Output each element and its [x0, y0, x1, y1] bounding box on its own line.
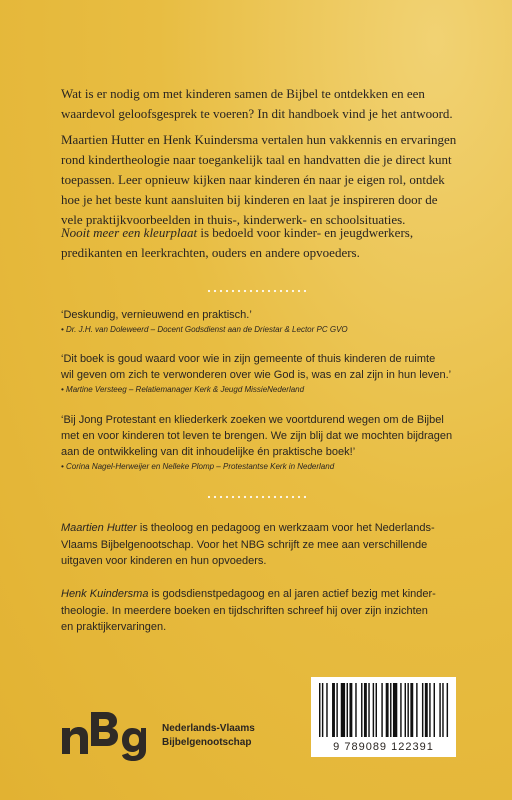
barcode-bar	[425, 683, 428, 737]
bio-line: theologie. In meerdere boeken en tijdschriften schreef hij over zijn inzichten	[61, 604, 428, 617]
bio-line: Vlaams Bijbelgenootschap. Voor het NBG schrijft ze mee aan verschillende	[61, 538, 428, 551]
barcode-bar	[405, 683, 406, 737]
bio-line-rest: is theoloog en pedagoog en werkzaam voor het Nederlands-	[136, 522, 435, 534]
quote-line: ‘Deskundig, vernieuwend en praktisch.’	[61, 309, 252, 321]
barcode-bar	[407, 683, 408, 737]
dotted-divider	[206, 495, 306, 499]
quote-line: aan de ontwikkeling van dit inhoudelijke én praktische boek!’	[61, 446, 356, 458]
description-paragraph	[61, 130, 461, 230]
barcode-bar	[373, 683, 374, 737]
barcode-bar	[319, 683, 320, 737]
barcode-bar	[347, 683, 348, 737]
barcode-bar	[429, 683, 430, 737]
bio-line	[61, 586, 461, 603]
barcode-bar	[434, 683, 435, 737]
quote-attribution: • Martine Versteeg – Relatiemanager Kerk & Jeugd MissieNederland	[61, 385, 305, 394]
bio-line: uitgaven voor kinderen en hun opvoeders.	[61, 555, 267, 567]
publisher-name-line: Bijbelgenootschap	[162, 737, 252, 748]
description-line: vele praktijkvoorbeelden in thuis-, kinderwerk- en schoolsituaties.	[61, 212, 406, 227]
audience-line: predikanten en leerkrachten, ouders en andere opvoeders.	[61, 245, 360, 260]
intro-paragraph	[61, 84, 461, 124]
quote-attribution: • Dr. J.H. van Doleweerd – Docent Godsdienst aan de Driestar & Lector PC GVO	[61, 325, 348, 334]
barcode-bar	[332, 683, 335, 737]
quote-line: met en voor kinderen tot leven te brengen. We zijn blij dat we mochten bijdragen	[61, 430, 453, 442]
description-line: toepassen. Leer opnieuw kijken naar kinderen én naar je eigen rol, ontdek	[61, 172, 445, 187]
author-bio	[61, 586, 461, 636]
endorsement-quote	[61, 351, 461, 397]
quote-line: wil geven om zich te verwonderen over wie God is, was en zal zijn in hun leven.’	[61, 369, 452, 381]
bio-line: en praktijkervaringen.	[61, 621, 167, 633]
audience-line-rest: is bedoeld voor kinder- en jeugdwerkers,	[197, 225, 414, 240]
author-bio	[61, 520, 461, 570]
audience-line	[61, 223, 461, 243]
barcode-bar	[341, 683, 345, 737]
bio-line-rest: is godsdienstpedagoog en al jaren actief bezig met kinder-	[148, 588, 436, 600]
barcode-bar	[364, 683, 367, 737]
quote-line: ‘Bij Jong Protestant en kliederkerk zoeken we voortdurend wegen om de Bijbel	[61, 414, 444, 426]
bio-line	[61, 520, 461, 537]
nbg-logo	[60, 706, 146, 762]
isbn-barcode	[311, 677, 456, 757]
barcode-bar	[376, 683, 377, 737]
barcode-bar	[336, 683, 337, 737]
barcode-bar	[368, 683, 369, 737]
barcode-bar	[355, 683, 356, 737]
quote-line: ‘Dit boek is goud waard voor wie in zijn gemeente of thuis kinderen de ruimte	[61, 353, 436, 365]
barcode-bar	[381, 683, 382, 737]
description-line: hoe je het beste kunt aansluiten bij kinderen en laat je inspireren door de	[61, 192, 438, 207]
barcode-bar	[422, 683, 423, 737]
barcode-bar	[386, 683, 389, 737]
barcode-bar	[393, 683, 397, 737]
endorsement-quote	[61, 412, 461, 474]
barcode-bar	[361, 683, 362, 737]
author-name: Henk Kuindersma	[61, 588, 149, 600]
endorsement-quote	[61, 307, 461, 337]
dotted-divider	[206, 289, 306, 293]
audience-paragraph	[61, 223, 461, 263]
publisher-name-line: Nederlands-Vlaams	[162, 723, 255, 734]
barcode-bar	[400, 683, 401, 737]
barcode-bar	[322, 683, 323, 737]
barcode-bar	[447, 683, 448, 737]
quote-attribution: • Corina Nagel-Herweijer en Nelleke Plomp – Protestantse Kerk in Nederland	[61, 462, 335, 471]
description-line: rond kindertheologie naar toegankelijk taal en handvatten die je direct kunt	[61, 152, 452, 167]
intro-line: Wat is er nodig om met kinderen samen de Bijbel te ontdekken en een	[61, 86, 425, 101]
barcode-bar	[390, 683, 391, 737]
author-name: Maartien Hutter	[61, 522, 137, 534]
description-line: Maartien Hutter en Henk Kuindersma vertalen hun vakkennis en ervaringen	[61, 132, 457, 147]
barcode-bar	[442, 683, 443, 737]
publisher-name	[162, 722, 255, 750]
book-title: Nooit meer een kleurplaat	[61, 225, 198, 240]
barcode-bar	[410, 683, 413, 737]
barcode-bar	[326, 683, 327, 737]
intro-line: waardevol geloofsgesprek te voeren? In dit handboek vind je het antwoord.	[61, 106, 453, 121]
isbn-number: 9 789089 122391	[333, 741, 434, 753]
barcode-bars	[311, 677, 456, 741]
barcode-bar	[349, 683, 352, 737]
barcode-bar	[416, 683, 417, 737]
barcode-bar	[439, 683, 440, 737]
